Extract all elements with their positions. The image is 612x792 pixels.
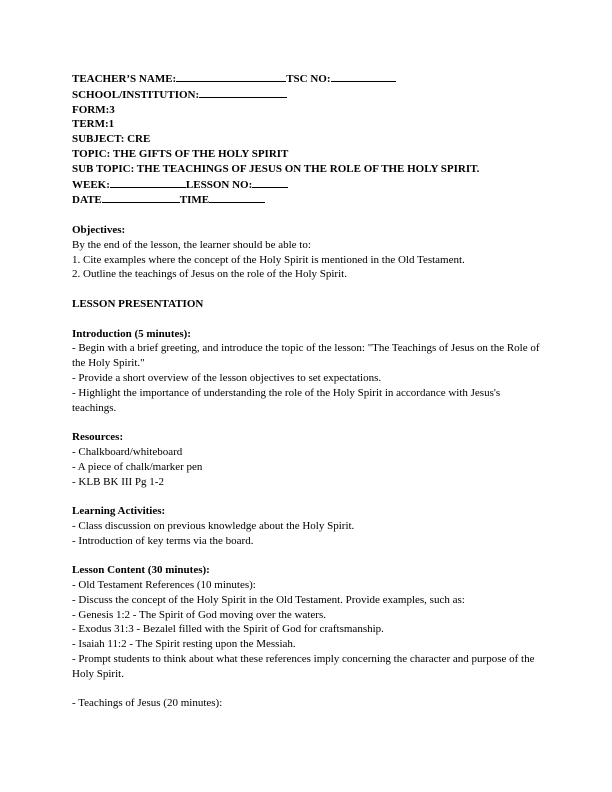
lesson-presentation-heading: LESSON PRESENTATION <box>72 297 204 310</box>
date-blank <box>102 192 180 203</box>
content-item: - Prompt students to think about what these references imply concerning the character and purpose of the Holy Spirit. <box>72 653 535 680</box>
week-label: WEEK: <box>72 178 110 191</box>
school-label: SCHOOL/INSTITUTION: <box>72 88 200 101</box>
subject-line: SUBJECT: CRE <box>72 133 151 146</box>
date-line <box>72 192 542 208</box>
teachings-of-jesus-item: - Teachings of Jesus (20 minutes): <box>72 697 223 710</box>
resource-item: - Chalkboard/whiteboard <box>72 445 183 458</box>
introduction-heading: Introduction (5 minutes): <box>72 327 191 340</box>
lesson-plan-page <box>72 71 542 711</box>
resources-heading: Resources: <box>72 431 124 444</box>
week-line <box>72 177 542 193</box>
introduction-item: - Begin with a brief greeting, and introduce the topic of the lesson: "The Teachings of Jesus on the Role of the Holy Spirit." <box>72 342 540 370</box>
teacher-name-blank <box>176 71 286 82</box>
objectives-intro: By the end of the lesson, the learner should be able to: <box>72 238 311 251</box>
topic-line: TOPIC: THE GIFTS OF THE HOLY SPIRIT <box>72 147 289 160</box>
introduction-item: - Provide a short overview of the lesson objectives to set expectations. <box>72 371 382 384</box>
teacher-name-label: TEACHER’S NAME: <box>72 73 177 85</box>
activity-item: - Class discussion on previous knowledge about the Holy Spirit. <box>72 519 355 532</box>
teacher-line <box>72 71 542 87</box>
form-line: FORM:3 <box>72 103 115 116</box>
objective-item: 2. Outline the teachings of Jesus on the role of the Holy Spirit. <box>72 268 347 281</box>
content-item: - Exodus 31:3 - Bezalel filled with the Spirit of God for craftsmanship. <box>72 623 384 636</box>
time-blank <box>209 192 265 203</box>
objective-item: 1. Cite examples where the concept of the Holy Spirit is mentioned in the Old Testament. <box>72 253 465 266</box>
lesson-content-heading: Lesson Content (30 minutes): <box>72 564 210 577</box>
activity-item: - Introduction of key terms via the board. <box>72 534 254 547</box>
resource-item: - A piece of chalk/marker pen <box>72 460 203 473</box>
lesson-no-blank <box>252 177 288 188</box>
content-item: - Genesis 1:2 - The Spirit of God moving over the waters. <box>72 608 326 621</box>
sub-topic-line: SUB TOPIC: THE TEACHINGS OF JESUS ON THE ROLE OF THE HOLY SPIRIT. <box>72 162 480 175</box>
objectives-heading: Objectives: <box>72 223 126 236</box>
content-item: - Isaiah 11:2 - The Spirit resting upon the Messiah. <box>72 638 296 651</box>
school-blank <box>199 87 287 98</box>
content-item: - Discuss the concept of the Holy Spirit in the Old Testament. Provide examples, such as: <box>72 593 465 606</box>
week-blank <box>110 177 186 188</box>
time-label: TIME <box>179 194 210 207</box>
introduction-item: - Highlight the importance of understanding the role of the Holy Spirit in accordance with Jesus's teachings. <box>72 386 501 414</box>
term-line: TERM:1 <box>72 118 115 131</box>
lesson-no-label: LESSON NO: <box>185 178 253 191</box>
tsc-no-label: TSC NO: <box>286 73 331 85</box>
content-item: - Old Testament References (10 minutes): <box>72 579 256 592</box>
learning-activities-heading: Learning Activities: <box>72 505 166 518</box>
school-line <box>72 87 542 103</box>
resource-item: - KLB BK III Pg 1-2 <box>72 475 164 488</box>
tsc-no-blank <box>331 71 396 82</box>
date-label: DATE <box>72 194 102 207</box>
